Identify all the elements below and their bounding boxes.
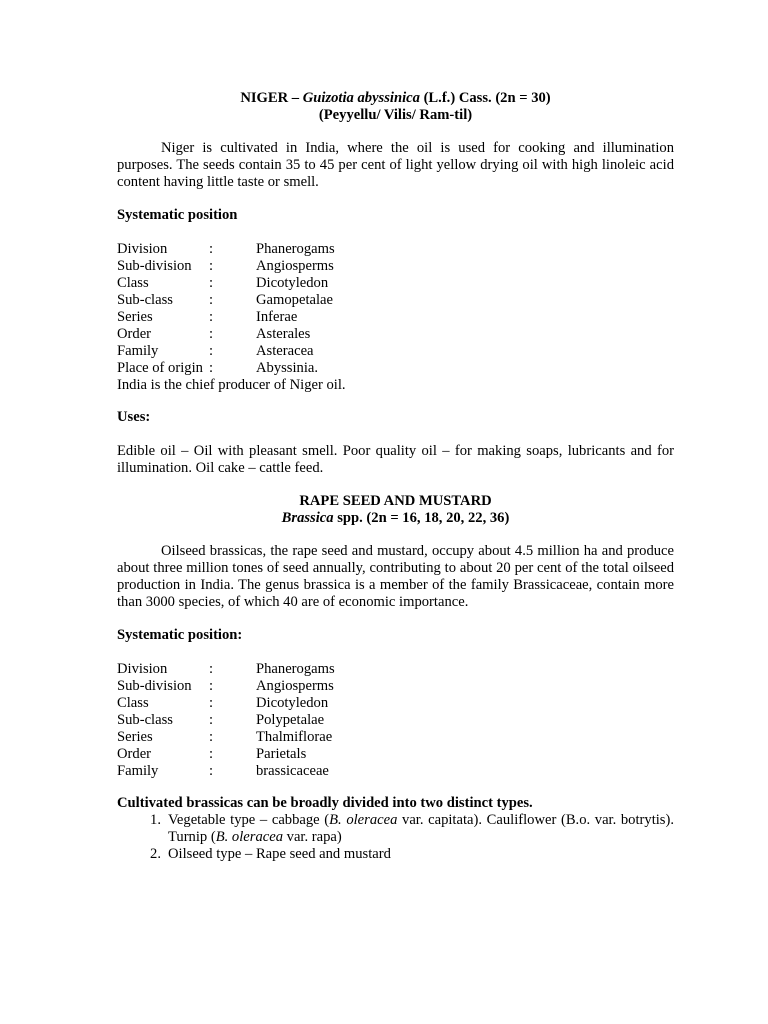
niger-subtitle: (Peyyellu/ Vilis/ Ram-til) [318, 107, 473, 123]
taxonomy-separator: : [209, 309, 214, 325]
niger-taxonomy-table [117, 241, 674, 394]
niger-title-suffix: (L.f.) Cass. (2n = 30) [419, 90, 551, 106]
list-item [117, 846, 674, 863]
list-text-italic: B. oleracea [215, 829, 283, 845]
taxonomy-rank: Sub-division [117, 258, 192, 274]
taxonomy-value: Dicotyledon [256, 275, 329, 291]
taxonomy-row [117, 360, 674, 377]
taxonomy-row [117, 661, 674, 678]
list-item [117, 812, 674, 846]
taxonomy-row [117, 309, 674, 326]
taxonomy-rank: Family [117, 343, 159, 359]
taxonomy-row [117, 275, 674, 292]
taxonomy-row [117, 729, 674, 746]
taxonomy-rank: Sub-class [117, 292, 173, 308]
list-text: Oilseed type – Rape seed and mustard [168, 846, 391, 862]
list-text [168, 812, 674, 846]
taxonomy-separator: : [209, 258, 214, 274]
taxonomy-value: brassicaceae [256, 763, 329, 779]
taxonomy-rank: Family [117, 763, 159, 779]
taxonomy-value: Parietals [256, 746, 307, 762]
taxonomy-separator: : [209, 292, 214, 308]
taxonomy-rank: Series [117, 729, 153, 745]
taxonomy-separator: : [209, 746, 214, 762]
taxonomy-rank: Division [117, 661, 168, 677]
taxonomy-value: Abyssinia. [256, 360, 319, 376]
taxonomy-value: Dicotyledon [256, 695, 329, 711]
list-text-part: var. rapa) [283, 829, 342, 845]
rapeseed-types-list [117, 812, 674, 863]
rapeseed-types-heading: Cultivated brassicas can be broadly divided into two distinct types. [117, 795, 533, 811]
taxonomy-rank: Division [117, 241, 168, 257]
taxonomy-separator: : [209, 661, 214, 677]
taxonomy-separator: : [209, 241, 214, 257]
list-text-italic: B. oleracea [329, 812, 398, 828]
taxonomy-value: Phanerogams [256, 661, 335, 677]
taxonomy-separator: : [209, 763, 214, 779]
taxonomy-value: Gamopetalae [256, 292, 333, 308]
taxonomy-row [117, 343, 674, 360]
taxonomy-rank: Class [117, 275, 149, 291]
list-text-part: Vegetable type – cabbage ( [168, 812, 330, 828]
rapeseed-taxonomy-table [117, 661, 674, 780]
taxonomy-separator: : [209, 360, 214, 376]
taxonomy-separator: : [209, 678, 214, 694]
taxonomy-value: Asterales [256, 326, 311, 342]
taxonomy-row [117, 678, 674, 695]
rapeseed-title: RAPE SEED AND MUSTARD [299, 493, 492, 509]
list-number: 1. [150, 812, 161, 828]
taxonomy-value: Inferae [256, 309, 298, 325]
taxonomy-separator: : [209, 343, 214, 359]
list-text-part: var. capitata). Cauliflower (B.o. var. botrytis). Turnip ( [168, 812, 674, 845]
taxonomy-rank: Sub-class [117, 712, 173, 728]
niger-intro: Niger is cultivated in India, where the oil is used for cooking and illumination purposes. The seeds contain 35 to 45 per cent of light yellow drying oil with high linoleic acid content having little taste or smell. [117, 140, 674, 190]
taxonomy-rank: Series [117, 309, 153, 325]
taxonomy-rank: Order [117, 746, 152, 762]
list-number: 2. [150, 846, 161, 862]
taxonomy-row [117, 746, 674, 763]
taxonomy-row [117, 712, 674, 729]
taxonomy-rank: Place of origin [117, 360, 203, 376]
taxonomy-separator: : [209, 695, 214, 711]
taxonomy-rank: Order [117, 326, 152, 342]
taxonomy-row [117, 763, 674, 780]
taxonomy-separator: : [209, 275, 214, 291]
taxonomy-separator: : [209, 729, 214, 745]
taxonomy-row [117, 292, 674, 309]
taxonomy-row [117, 258, 674, 275]
rapeseed-genus: Brassica [281, 510, 334, 526]
niger-systematic-heading: Systematic position [117, 207, 238, 223]
taxonomy-value: Polypetalae [256, 712, 325, 728]
rapeseed-subtitle-rest: spp. (2n = 16, 18, 20, 22, 36) [333, 510, 510, 526]
taxonomy-rank: Sub-division [117, 678, 192, 694]
taxonomy-value: Asteracea [256, 343, 314, 359]
taxonomy-value: Angiosperms [256, 258, 334, 274]
niger-title [117, 90, 674, 107]
taxonomy-value: Thalmiflorae [256, 729, 333, 745]
niger-producer-note: India is the chief producer of Niger oil. [117, 377, 346, 393]
taxonomy-row [117, 695, 674, 712]
rapeseed-intro: Oilseed brassicas, the rape seed and mustard, occupy about 4.5 million ha and produce about three million tones of seed annually, contributing to about 20 per cent of the total oilseed production in India. The genus brassica is a member of the family Brassicaceae, contain more than 3000 species, of which 40 are of economic importance. [117, 543, 674, 610]
taxonomy-row [117, 326, 674, 343]
taxonomy-value: Phanerogams [256, 241, 335, 257]
rapeseed-systematic-heading: Systematic position: [117, 627, 243, 643]
taxonomy-row [117, 241, 674, 258]
niger-title-prefix: NIGER – [240, 90, 303, 106]
niger-uses-heading: Uses: [117, 409, 151, 425]
taxonomy-rank: Class [117, 695, 149, 711]
rapeseed-subtitle [117, 510, 674, 527]
niger-title-species: Guizotia abyssinica [302, 90, 420, 106]
taxonomy-separator: : [209, 326, 214, 342]
taxonomy-value: Angiosperms [256, 678, 334, 694]
taxonomy-separator: : [209, 712, 214, 728]
niger-uses-text: Edible oil – Oil with pleasant smell. Poor quality oil – for making soaps, lubricants and for illumination. Oil cake – cattle feed. [117, 443, 674, 476]
